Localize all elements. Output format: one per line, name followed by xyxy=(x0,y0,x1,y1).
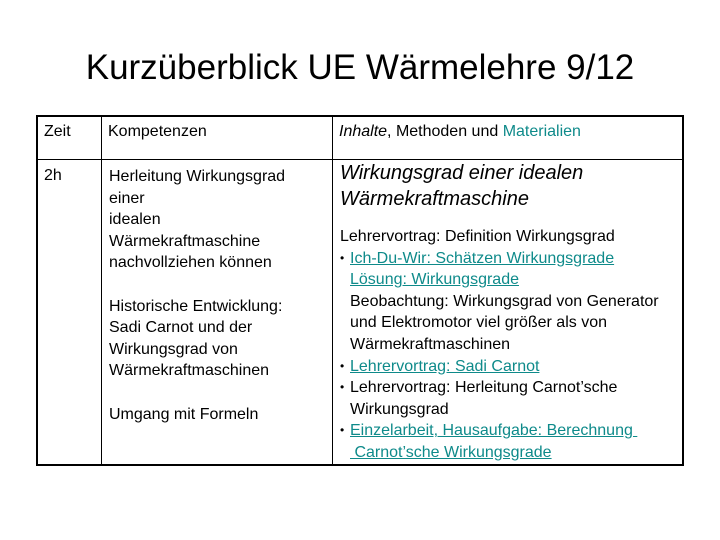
inhalte-heading xyxy=(340,160,674,212)
item-text: Wirkungsgrad xyxy=(350,400,449,418)
item-text: und Elektromotor viel größer als von xyxy=(350,314,607,332)
header-zeit: Zeit xyxy=(37,116,102,160)
link-loesung-wirkungsgrade[interactable]: Lösung: Wirkungsgrade xyxy=(350,271,519,289)
kompetenz-line: einer xyxy=(109,189,145,207)
bullet: • xyxy=(340,250,345,265)
kompetenz-line: Wärmekraftmaschine xyxy=(109,232,261,250)
item-text: Wärmekraftmaschinen xyxy=(350,335,511,353)
kompetenz-herleitung xyxy=(109,166,326,274)
bullet: • xyxy=(340,380,345,395)
header-kompetenzen: Kompetenzen xyxy=(102,116,333,160)
header-inhalte-italic: Inhalte xyxy=(339,123,388,140)
cell-inhalte xyxy=(333,160,684,465)
link-carnot-wirkungsgrade[interactable]: Carnot’sche Wirkungsgrade xyxy=(350,443,552,461)
cell-zeit: 2h xyxy=(37,160,102,465)
kompetenz-line: nachvollziehen können xyxy=(109,254,272,271)
cell-kompetenzen xyxy=(102,160,333,465)
list-item xyxy=(340,377,674,420)
list-item-continuation xyxy=(340,269,674,355)
header-methoden: , Methoden und xyxy=(387,123,503,140)
kompetenz-line: Wirkungsgrad von xyxy=(109,340,238,358)
kompetenz-line: Historische Entwicklung: xyxy=(109,297,283,315)
table-header-row xyxy=(37,116,683,160)
item-text: Lehrervortrag: Herleitung Carnot’sche xyxy=(350,379,618,397)
bullet: • xyxy=(340,358,345,373)
inhalte-lead: Lehrervortrag: Definition Wirkungsgrad xyxy=(340,228,615,245)
list-item xyxy=(340,420,674,463)
kompetenz-line: Umgang mit Formeln xyxy=(109,405,259,423)
table-row xyxy=(37,160,683,465)
link-schaetzen-wirkungsgrade[interactable]: Ich-Du-Wir: Schätzen Wirkungsgrade xyxy=(350,249,615,267)
slide-title: Kurzüberblick UE Wärmelehre 9/12 xyxy=(85,48,635,87)
header-materialien: Materialien xyxy=(502,123,581,140)
link-hausaufgabe-berechnung[interactable]: Einzelarbeit, Hausaufgabe: Berechnung xyxy=(350,422,638,440)
item-text: Beobachtung: Wirkungsgrad von Generator xyxy=(350,292,659,310)
inhalte-heading-line: Wärmekraftmaschine xyxy=(340,188,529,210)
bullet: • xyxy=(340,423,345,438)
overview-table xyxy=(36,115,684,466)
kompetenz-historisch xyxy=(109,296,326,382)
header-inhalte xyxy=(333,116,684,160)
link-sadi-carnot[interactable]: Lehrervortrag: Sadi Carnot xyxy=(350,357,540,375)
list-item xyxy=(340,248,674,270)
kompetenz-formeln xyxy=(109,404,326,426)
inhalte-heading-line: Wirkungsgrad einer idealen xyxy=(340,162,584,184)
list-item xyxy=(340,356,674,378)
kompetenz-line: Wärmekraftmaschinen xyxy=(109,362,270,379)
kompetenz-line: Herleitung Wirkungsgrad xyxy=(109,168,286,185)
kompetenz-line: idealen xyxy=(109,211,161,228)
kompetenz-line: Sadi Carnot und der xyxy=(109,319,253,336)
